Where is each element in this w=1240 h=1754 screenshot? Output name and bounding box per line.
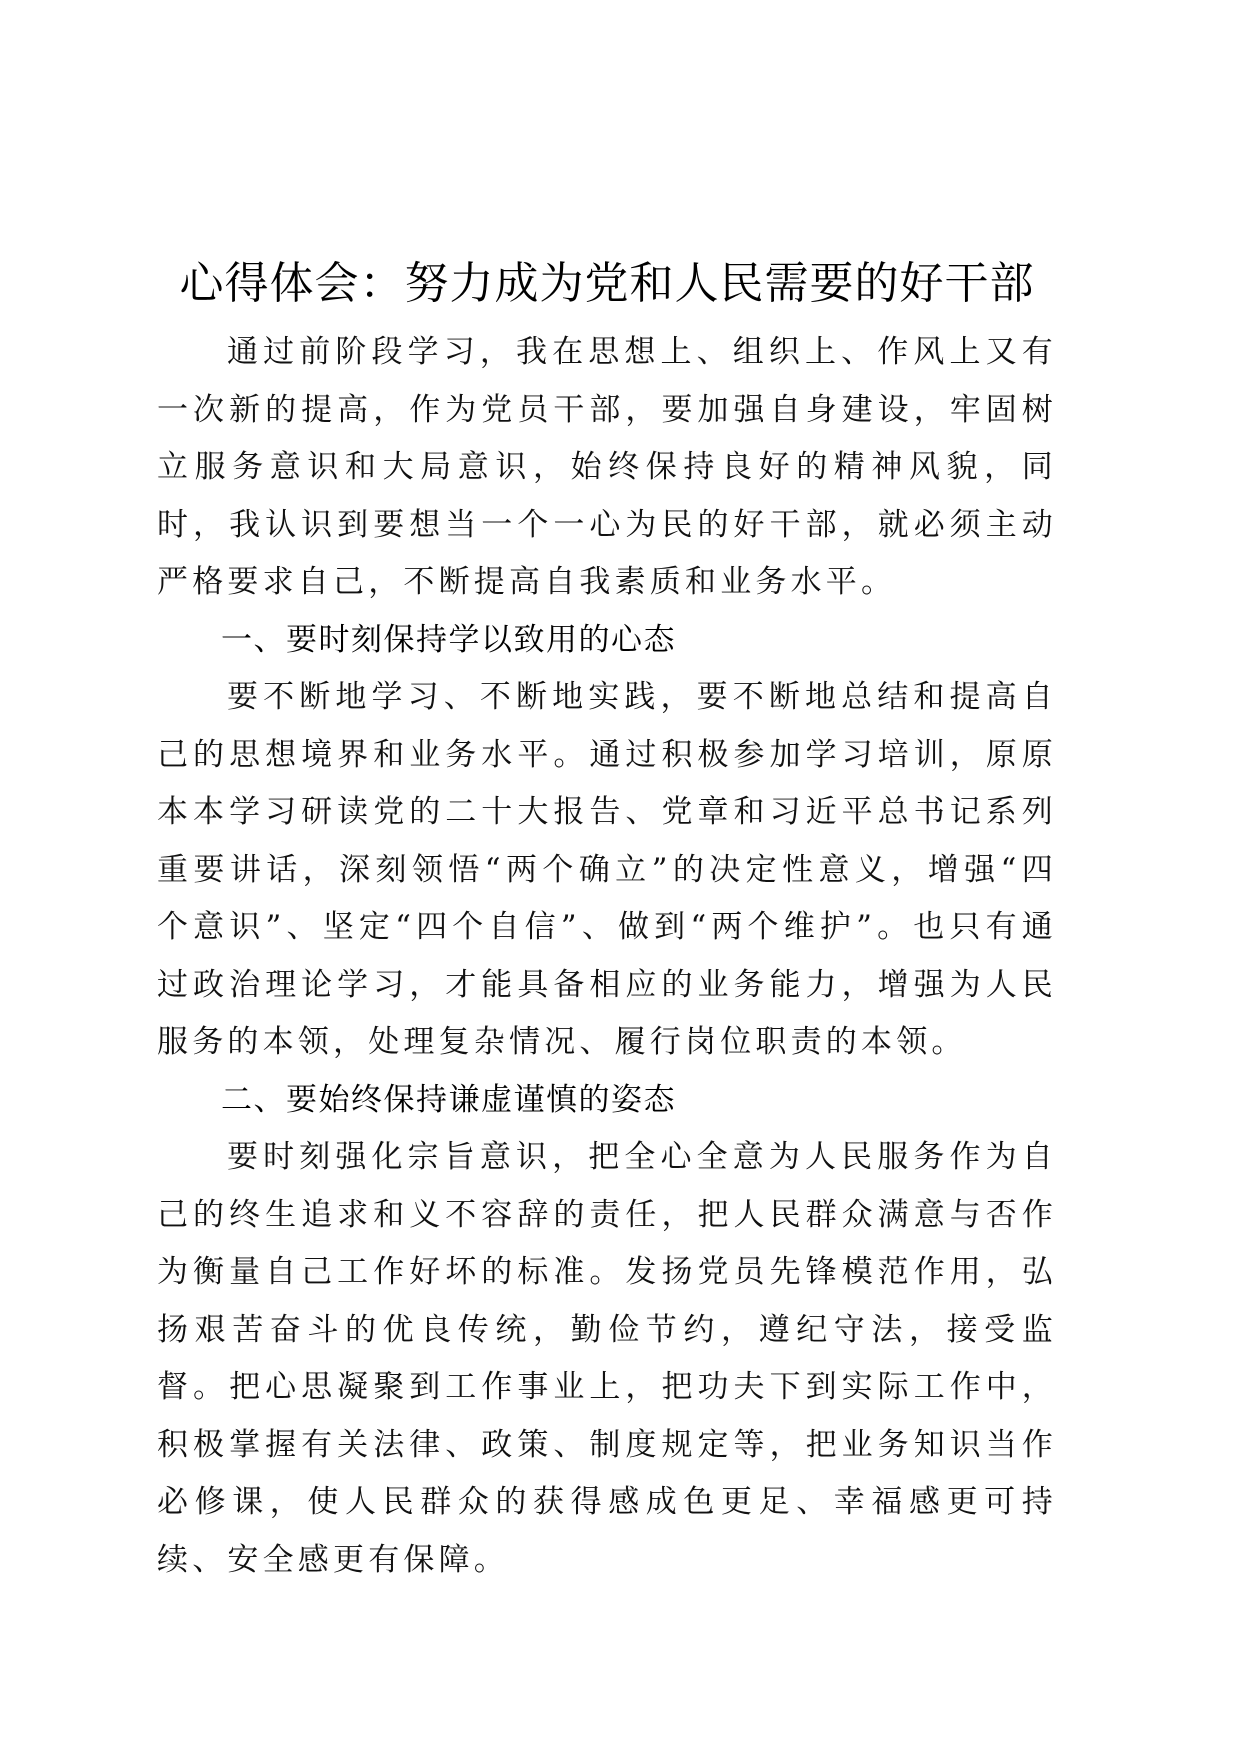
intro-paragraph: 通过前阶段学习，我在思想上、组织上、作风上又有一次新的提高，作为党员干部，要加强自身建设，牢固树立服务意识和大局意识，始终保持良好的精神风貌，同时，我认识到要想当一个一心为民的好干部，就必须主动严格要求自己，不断提高自我素质和业务水平。	[157, 334, 1057, 600]
section-body-2: 要时刻强化宗旨意识，把全心全意为人民服务作为自己的终生追求和义不容辞的责任，把人民群众满意与否作为衡量自己工作好坏的标准。发扬党员先锋模范作用，弘扬艰苦奋斗的优良传统，勤俭节约，遵纪守法，接受监督。把心思凝聚到工作事业上，把功夫下到实际工作中，积极掌握有关法律、政策、制度规定等，把业务知识当作必修课，使人民群众的获得感成色更足、幸福感更可持续、安全感更有保障。	[157, 1139, 1057, 1578]
document-content	[157, 252, 1057, 1589]
section-heading-1: 一、要时刻保持学以致用的心态	[221, 621, 676, 658]
section-heading-2: 二、要始终保持谦虚谨慎的姿态	[221, 1081, 676, 1118]
section-body-1: 要不断地学习、不断地实践，要不断地总结和提高自己的思想境界和业务水平。通过积极参加学习培训，原原本本学习研读党的二十大报告、党章和习近平总书记系列重要讲话，深刻领悟“两个确立”的决定性意义，增强“四个意识”、坚定“四个自信”、做到“两个维护”。也只有通过政治理论学习，才能具备相应的业务能力，增强为人民服务的本领，处理复杂情况、履行岗位职责的本领。	[157, 679, 1057, 1060]
document-title: 心得体会：努力成为党和人民需要的好干部	[179, 258, 1035, 309]
